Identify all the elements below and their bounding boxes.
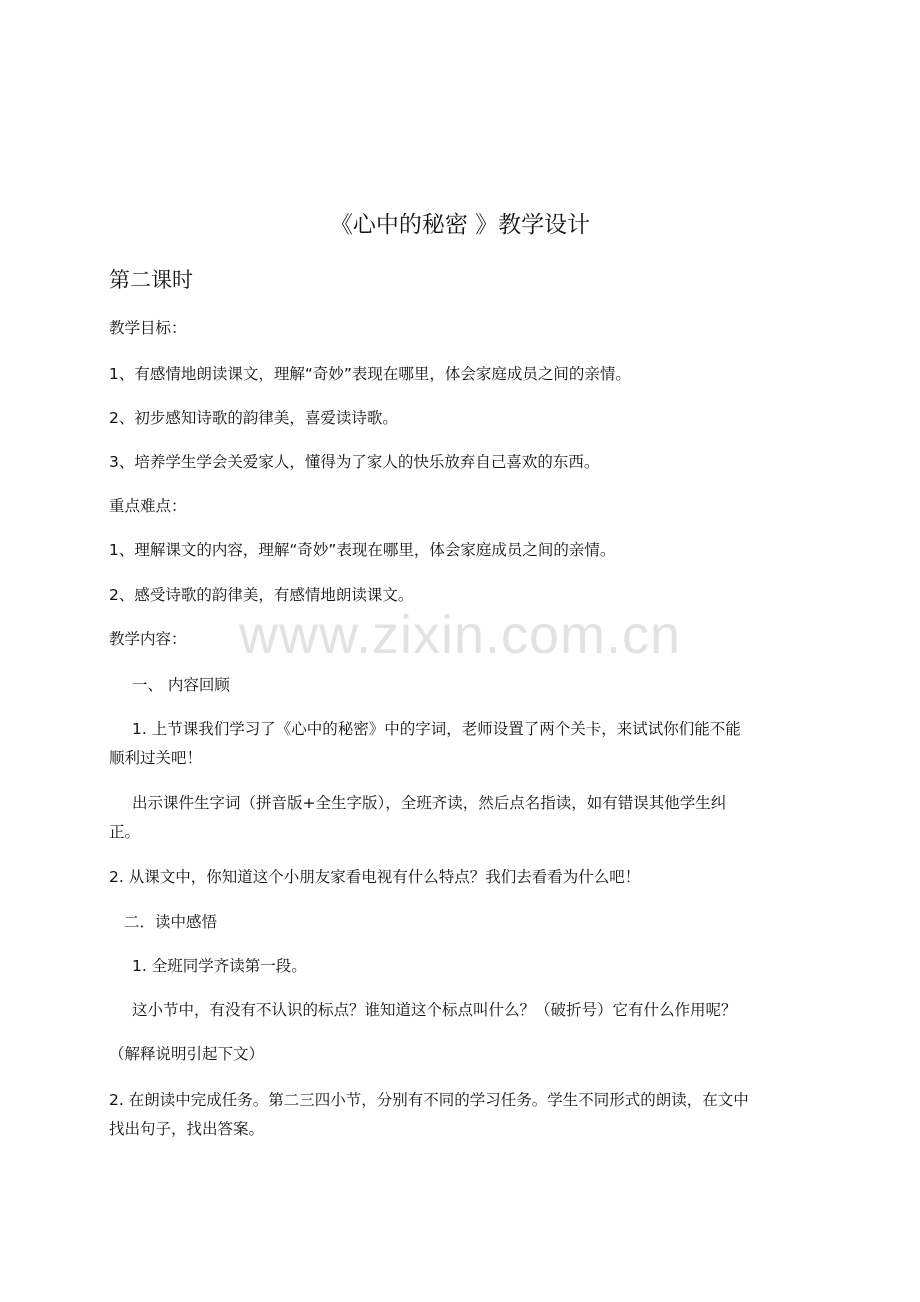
review-paragraph-2-line-1: 出示课件生字词（拼音版+全生字版），全班齐读，然后点名指读，如有错误其他学生纠 bbox=[132, 794, 727, 812]
goal-item-3: 3、培养学生学会关爱家人，懂得为了家人的快乐放弃自己喜欢的东西。 bbox=[109, 453, 600, 471]
part-heading-reading: 二．读中感悟 bbox=[124, 913, 218, 931]
lesson-period-heading: 第二课时 bbox=[109, 268, 193, 292]
reading-paragraph-2: 这小节中，有没有不认识的标点？谁知道这个标点叫什么？（破折号）它有什么作用呢？ bbox=[132, 1001, 737, 1019]
reading-paragraph-4-line-1: 2. 在朗读中完成任务。第二三四小节，分别有不同的学习任务。学生不同形式的朗读，在文中 bbox=[109, 1091, 749, 1109]
watermark: www.zixin.com.cn bbox=[238, 605, 682, 665]
document-title: 《心中的秘密 》教学设计 bbox=[329, 212, 591, 238]
reading-paragraph-1: 1. 全班同学齐读第一段。 bbox=[132, 957, 307, 975]
reading-paragraph-3: （解释说明引起下文） bbox=[109, 1045, 265, 1063]
reading-paragraph-4-line-2: 找出句子，找出答案。 bbox=[109, 1120, 265, 1138]
goal-item-1: 1、有感情地朗读课文，理解“奇妙”表现在哪里，体会家庭成员之间的亲情。 bbox=[109, 365, 631, 383]
key-point-item-1: 1、理解课文的内容，理解“奇妙”表现在哪里，体会家庭成员之间的亲情。 bbox=[109, 541, 616, 559]
review-paragraph-1-line-2: 顺利过关吧！ bbox=[109, 749, 203, 767]
section-label-teaching-goals: 教学目标： bbox=[109, 319, 187, 337]
section-label-key-points: 重点难点： bbox=[109, 497, 187, 515]
section-label-teaching-content: 教学内容： bbox=[109, 630, 187, 648]
goal-item-2: 2、初步感知诗歌的韵律美，喜爱读诗歌。 bbox=[109, 409, 398, 427]
key-point-item-2: 2、感受诗歌的韵律美，有感情地朗读课文。 bbox=[109, 586, 414, 604]
part-heading-review: 一、 内容回顾 bbox=[132, 676, 230, 694]
review-paragraph-3: 2. 从课文中，你知道这个小朋友家看电视有什么特点？我们去看看为什么吧！ bbox=[109, 868, 641, 886]
review-paragraph-2-line-2: 正。 bbox=[109, 823, 141, 841]
review-paragraph-1-line-1: 1. 上节课我们学习了《心中的秘密》中的字词，老师设置了两个关卡，来试试你们能不能 bbox=[132, 720, 741, 738]
